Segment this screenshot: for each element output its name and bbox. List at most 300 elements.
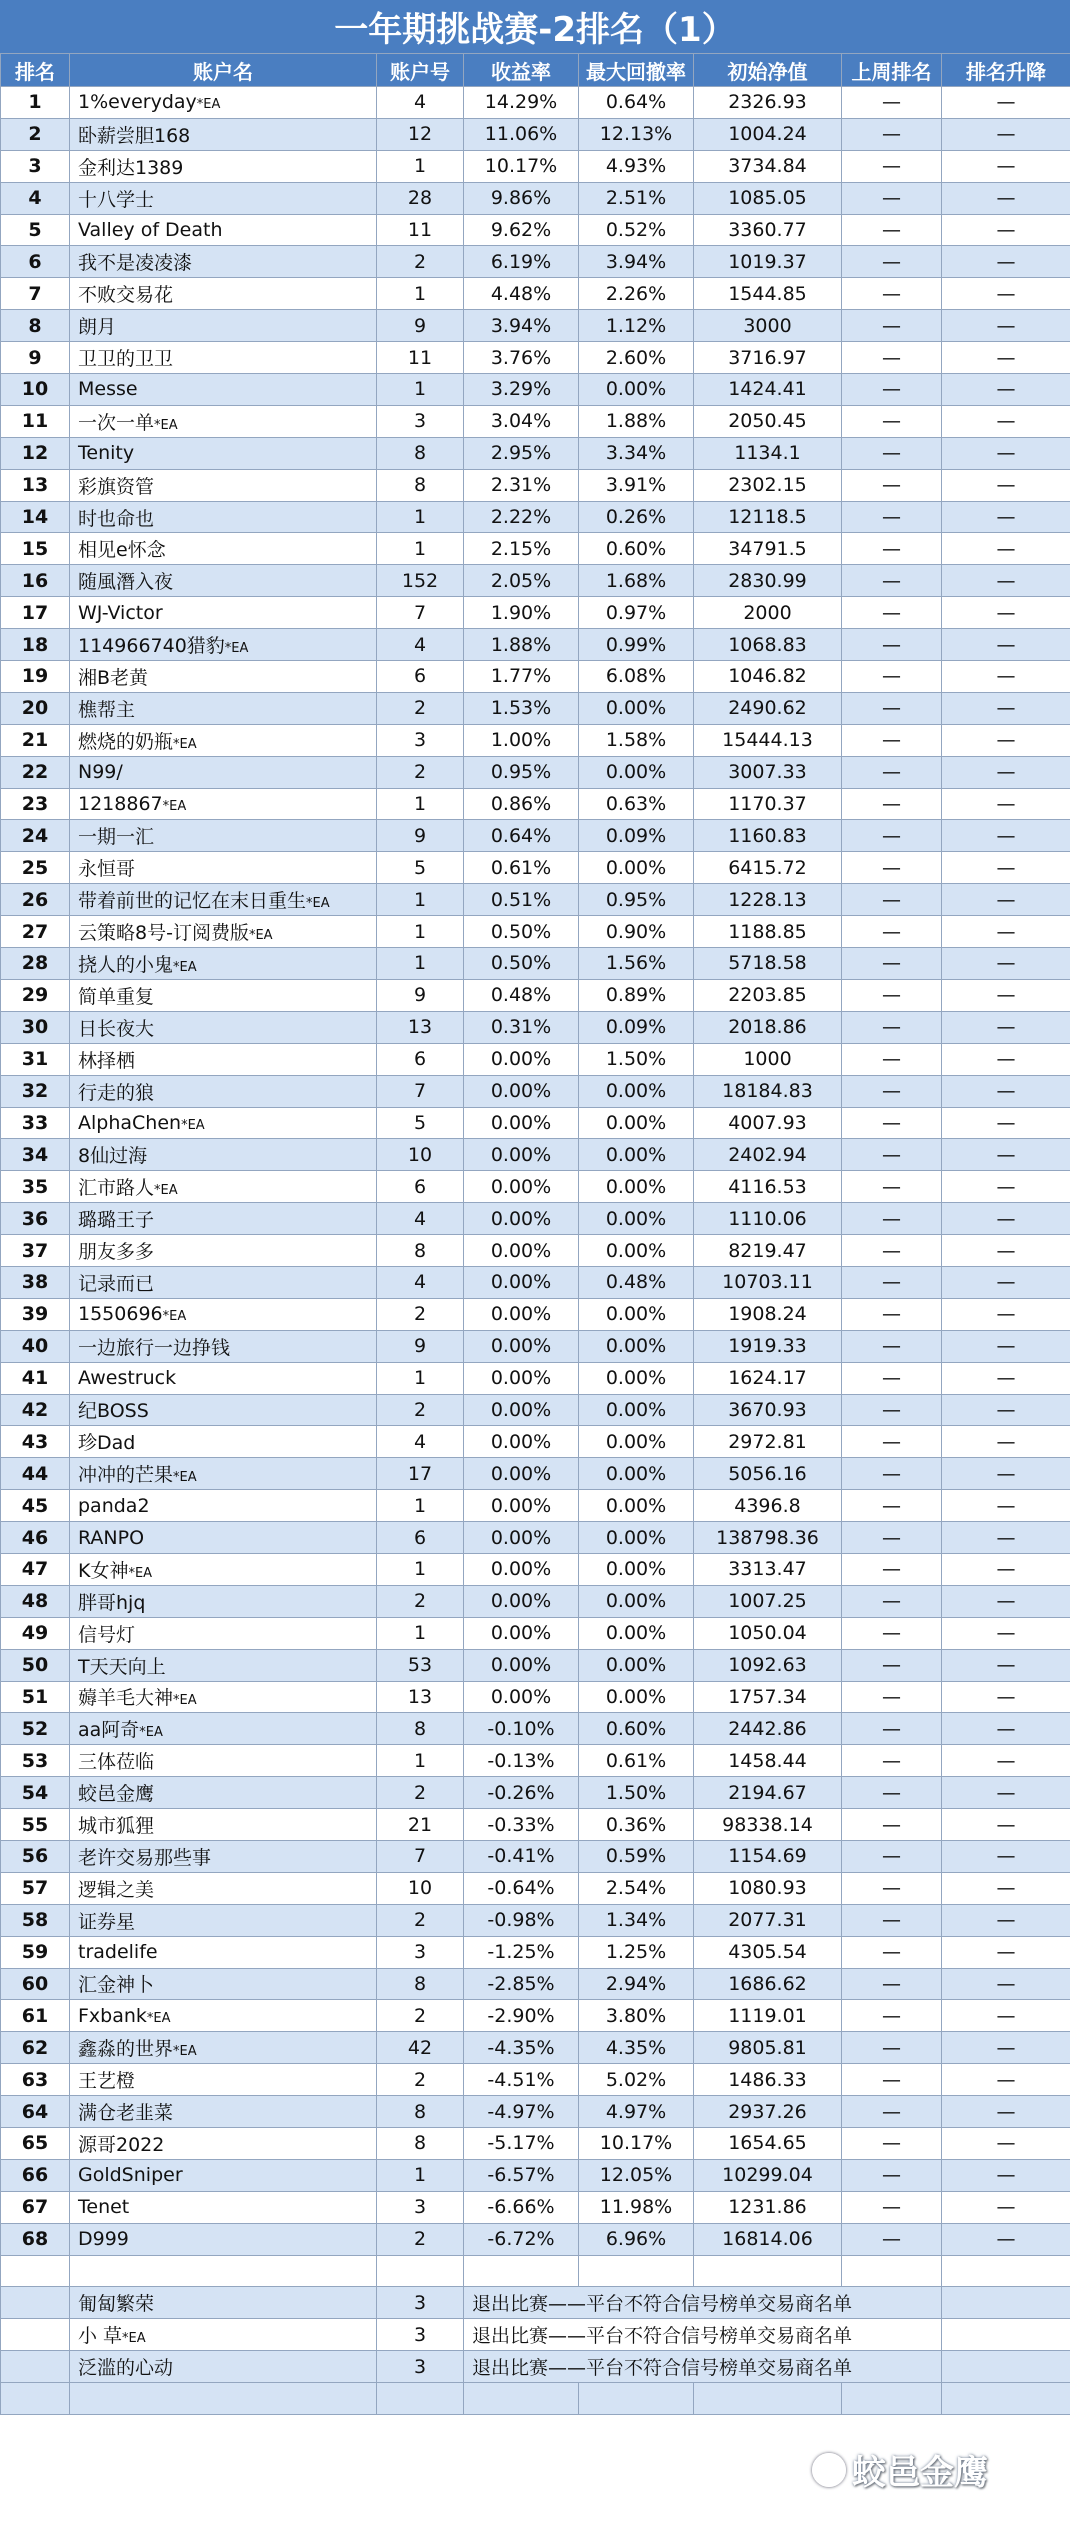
- empty-cell: [70, 2255, 377, 2287]
- empty-cell: [694, 2255, 842, 2287]
- account-number-cell: 1: [377, 1553, 464, 1585]
- table-row: [1, 1936, 1070, 1968]
- account-number-cell: 4: [377, 1426, 464, 1458]
- account-name-cell: [70, 246, 377, 278]
- account-name-cell: [70, 565, 377, 597]
- account-name: 薅羊毛大神: [78, 1687, 174, 1710]
- rank-cell: 55: [1, 1809, 70, 1841]
- header-account-name: 账户名: [70, 54, 377, 87]
- account-name-cell: [70, 1872, 377, 1904]
- rank-change-cell: —: [942, 1011, 1070, 1043]
- initial-nav-cell: 1046.82: [694, 661, 842, 693]
- last-week-rank-cell: —: [842, 1713, 942, 1745]
- return-cell: -0.33%: [464, 1809, 579, 1841]
- initial-nav-cell: 1154.69: [694, 1840, 842, 1872]
- rank-change-cell: —: [942, 1968, 1070, 2000]
- initial-nav-cell: 1050.04: [694, 1617, 842, 1649]
- account-name: 8仙过海: [78, 1145, 148, 1168]
- return-cell: -1.25%: [464, 1936, 579, 1968]
- account-number-cell: 1: [377, 278, 464, 310]
- drawdown-cell: 0.00%: [579, 1362, 694, 1394]
- drawdown-cell: 0.52%: [579, 214, 694, 246]
- rank-change-cell: —: [942, 979, 1070, 1011]
- rank-cell: 64: [1, 2096, 70, 2128]
- ranking-table: [0, 53, 1070, 2415]
- account-name: Tenity: [78, 442, 135, 465]
- return-cell: 1.77%: [464, 661, 579, 693]
- account-number-cell: 1: [377, 1490, 464, 1522]
- return-cell: 4.48%: [464, 278, 579, 310]
- rank-cell: 60: [1, 1968, 70, 2000]
- drawdown-cell: 0.00%: [579, 1617, 694, 1649]
- last-week-rank-cell: —: [842, 820, 942, 852]
- account-number-cell: 3: [377, 1936, 464, 1968]
- account-name: 信号灯: [78, 1623, 136, 1646]
- account-number-cell: 9: [377, 1330, 464, 1362]
- rank-cell: 45: [1, 1490, 70, 1522]
- rank-cell: 68: [1, 2223, 70, 2255]
- account-name-cell: [70, 756, 377, 788]
- last-week-rank-cell: —: [842, 916, 942, 948]
- last-week-rank-cell: —: [842, 661, 942, 693]
- empty-cell: [579, 2255, 694, 2287]
- rank-cell: 21: [1, 724, 70, 756]
- account-number-cell: 4: [377, 629, 464, 661]
- rank-change-cell: —: [942, 1426, 1070, 1458]
- drawdown-cell: 2.26%: [579, 278, 694, 310]
- drawdown-cell: 0.00%: [579, 1649, 694, 1681]
- initial-nav-cell: 3000: [694, 310, 842, 342]
- drawdown-cell: 0.64%: [579, 87, 694, 119]
- account-number-cell: 1: [377, 150, 464, 182]
- rank-change-cell: —: [942, 1617, 1070, 1649]
- weibo-logo-icon: [812, 2453, 846, 2487]
- account-name-cell: [70, 2000, 377, 2032]
- table-row: [1, 2064, 1070, 2096]
- account-number-cell: 4: [377, 87, 464, 119]
- account-name: 不败交易花: [78, 284, 174, 307]
- return-cell: 14.29%: [464, 87, 579, 119]
- initial-nav-cell: 1757.34: [694, 1681, 842, 1713]
- rank-change-cell: —: [942, 2191, 1070, 2223]
- rank-cell: 7: [1, 278, 70, 310]
- table-row: [1, 597, 1070, 629]
- table-row: [1, 1330, 1070, 1362]
- initial-nav-cell: 2203.85: [694, 979, 842, 1011]
- rank-cell: 27: [1, 916, 70, 948]
- table-row: [1, 405, 1070, 437]
- table-row: [1, 565, 1070, 597]
- initial-nav-cell: 4116.53: [694, 1171, 842, 1203]
- account-name-cell: [70, 1266, 377, 1298]
- account-name: 挠人的小鬼: [78, 953, 174, 976]
- return-cell: 0.00%: [464, 1266, 579, 1298]
- initial-nav-cell: 2937.26: [694, 2096, 842, 2128]
- rank-cell: 3: [1, 150, 70, 182]
- account-name-cell: [70, 1235, 377, 1267]
- rank-change-cell: —: [942, 788, 1070, 820]
- table-row: [1, 374, 1070, 406]
- rank-change-cell: —: [942, 1298, 1070, 1330]
- account-name: 时也命也: [78, 507, 155, 530]
- account-name: 樵帮主: [78, 698, 136, 721]
- account-name: 林择栖: [78, 1049, 136, 1072]
- rank-cell: 35: [1, 1171, 70, 1203]
- rank-cell: 50: [1, 1649, 70, 1681]
- account-name-cell: [70, 1681, 377, 1713]
- last-week-rank-cell: —: [842, 788, 942, 820]
- rank-cell: 56: [1, 1840, 70, 1872]
- drawdown-cell: 3.91%: [579, 469, 694, 501]
- initial-nav-cell: 3007.33: [694, 756, 842, 788]
- ea-badge: *EA: [162, 1309, 187, 1325]
- return-cell: 0.00%: [464, 1203, 579, 1235]
- account-number-cell: 8: [377, 2096, 464, 2128]
- last-week-rank-cell: —: [842, 1681, 942, 1713]
- account-name-cell: [70, 661, 377, 693]
- account-name-cell: [70, 310, 377, 342]
- account-number-cell: 1: [377, 948, 464, 980]
- rank-change-cell: —: [942, 692, 1070, 724]
- last-week-rank-cell: —: [842, 469, 942, 501]
- exit-row: [1, 2351, 1070, 2383]
- empty-cell: [579, 2383, 694, 2415]
- account-name: Tenet: [78, 2196, 130, 2219]
- rank-change-cell: —: [942, 1553, 1070, 1585]
- rank-cell: 34: [1, 1139, 70, 1171]
- account-number-cell: 11: [377, 342, 464, 374]
- rank-change-cell: —: [942, 1904, 1070, 1936]
- account-name: WJ-Victor: [78, 601, 163, 624]
- drawdown-cell: 10.17%: [579, 2128, 694, 2160]
- last-week-rank-cell: —: [842, 182, 942, 214]
- rank-change-cell: —: [942, 87, 1070, 119]
- account-number-cell: 53: [377, 1649, 464, 1681]
- account-number-cell: 13: [377, 1011, 464, 1043]
- drawdown-cell: 0.00%: [579, 1522, 694, 1554]
- account-name-cell: [70, 1840, 377, 1872]
- rank-cell: 57: [1, 1872, 70, 1904]
- table-row: [1, 87, 1070, 119]
- last-week-rank-cell: —: [842, 2159, 942, 2191]
- account-name-cell: [70, 1458, 377, 1490]
- drawdown-cell: 12.13%: [579, 118, 694, 150]
- rank-cell: 32: [1, 1075, 70, 1107]
- return-cell: -0.10%: [464, 1713, 579, 1745]
- empty-cell: [942, 2287, 1070, 2319]
- rank-cell: 14: [1, 501, 70, 533]
- account-name: GoldSniper: [78, 2164, 183, 2187]
- rank-change-cell: —: [942, 948, 1070, 980]
- table-row: [1, 724, 1070, 756]
- account-number-cell: 9: [377, 310, 464, 342]
- rank-change-cell: —: [942, 1330, 1070, 1362]
- initial-nav-cell: 8219.47: [694, 1235, 842, 1267]
- initial-nav-cell: 3734.84: [694, 150, 842, 182]
- table-row: [1, 916, 1070, 948]
- account-name: 蛟邑金鹰: [78, 1783, 155, 1806]
- drawdown-cell: 0.00%: [579, 1107, 694, 1139]
- account-number-cell: 5: [377, 1107, 464, 1139]
- rank-cell: 44: [1, 1458, 70, 1490]
- account-name: 珍Dad: [78, 1432, 136, 1455]
- header-rank-change: 排名升降: [942, 54, 1070, 87]
- account-number-cell: 11: [377, 214, 464, 246]
- account-number-cell: 2: [377, 756, 464, 788]
- initial-nav-cell: 1458.44: [694, 1745, 842, 1777]
- table-row: [1, 1553, 1070, 1585]
- account-name-cell: [70, 437, 377, 469]
- table-row: [1, 2096, 1070, 2128]
- drawdown-cell: 1.50%: [579, 1777, 694, 1809]
- return-cell: 3.04%: [464, 405, 579, 437]
- rank-change-cell: —: [942, 1107, 1070, 1139]
- account-number-cell: 2: [377, 2064, 464, 2096]
- return-cell: 1.00%: [464, 724, 579, 756]
- drawdown-cell: 0.00%: [579, 1426, 694, 1458]
- account-number-cell: 2: [377, 1585, 464, 1617]
- initial-nav-cell: 12118.5: [694, 501, 842, 533]
- account-name-cell: [70, 469, 377, 501]
- account-name-cell: [70, 2064, 377, 2096]
- account-name: 王艺橙: [78, 2070, 136, 2093]
- table-row: [1, 1522, 1070, 1554]
- last-week-rank-cell: —: [842, 1585, 942, 1617]
- return-cell: 0.00%: [464, 1139, 579, 1171]
- drawdown-cell: 0.26%: [579, 501, 694, 533]
- rank-cell: 63: [1, 2064, 70, 2096]
- initial-nav-cell: 1919.33: [694, 1330, 842, 1362]
- initial-nav-cell: 4007.93: [694, 1107, 842, 1139]
- last-week-rank-cell: —: [842, 1171, 942, 1203]
- account-name: 证券星: [78, 1910, 136, 1933]
- return-cell: 0.64%: [464, 820, 579, 852]
- rank-cell: 5: [1, 214, 70, 246]
- drawdown-cell: 0.61%: [579, 1745, 694, 1777]
- rank-cell: 39: [1, 1298, 70, 1330]
- initial-nav-cell: 2326.93: [694, 87, 842, 119]
- rank-cell: 65: [1, 2128, 70, 2160]
- header-account-number: 账户号: [377, 54, 464, 87]
- empty-cell: [70, 2383, 377, 2415]
- rank-cell: 6: [1, 246, 70, 278]
- rank-change-cell: —: [942, 724, 1070, 756]
- rank-change-cell: —: [942, 469, 1070, 501]
- initial-nav-cell: 1654.65: [694, 2128, 842, 2160]
- rank-change-cell: —: [942, 278, 1070, 310]
- initial-nav-cell: 1092.63: [694, 1649, 842, 1681]
- exit-note: 退出比赛——平台不符合信号榜单交易商名单: [464, 2287, 942, 2319]
- ea-badge: *EA: [162, 799, 187, 815]
- drawdown-cell: 0.00%: [579, 1681, 694, 1713]
- account-name: 朋友多多: [78, 1241, 155, 1263]
- account-name: 金利达1389: [78, 156, 184, 179]
- drawdown-cell: 4.93%: [579, 150, 694, 182]
- table-row: [1, 1809, 1070, 1841]
- account-name: 璐璐王子: [78, 1209, 155, 1232]
- initial-nav-cell: 1019.37: [694, 246, 842, 278]
- drawdown-cell: 0.36%: [579, 1809, 694, 1841]
- rank-cell: 20: [1, 692, 70, 724]
- account-number-cell: 7: [377, 1075, 464, 1107]
- rank-change-cell: —: [942, 310, 1070, 342]
- initial-nav-cell: 2402.94: [694, 1139, 842, 1171]
- return-cell: 3.76%: [464, 342, 579, 374]
- return-cell: -4.51%: [464, 2064, 579, 2096]
- initial-nav-cell: 1110.06: [694, 1203, 842, 1235]
- account-name: 胖哥hjq: [78, 1591, 146, 1614]
- return-cell: -0.41%: [464, 1840, 579, 1872]
- account-number-cell: 13: [377, 1681, 464, 1713]
- return-cell: 10.17%: [464, 150, 579, 182]
- account-name-cell: [70, 2223, 377, 2255]
- initial-nav-cell: 98338.14: [694, 1809, 842, 1841]
- initial-nav-cell: 16814.06: [694, 2223, 842, 2255]
- account-number-cell: 8: [377, 469, 464, 501]
- drawdown-cell: 0.00%: [579, 1298, 694, 1330]
- rank-cell: 15: [1, 533, 70, 565]
- rank-change-cell: —: [942, 2096, 1070, 2128]
- empty-cell: [377, 2383, 464, 2415]
- last-week-rank-cell: —: [842, 724, 942, 756]
- account-name-cell: [70, 374, 377, 406]
- table-row: [1, 948, 1070, 980]
- table-row: [1, 1043, 1070, 1075]
- table-row: [1, 884, 1070, 916]
- drawdown-cell: 0.00%: [579, 1075, 694, 1107]
- rank-change-cell: —: [942, 756, 1070, 788]
- return-cell: 0.00%: [464, 1553, 579, 1585]
- initial-nav-cell: 1908.24: [694, 1298, 842, 1330]
- empty-cell: [842, 2383, 942, 2415]
- last-week-rank-cell: —: [842, 1203, 942, 1235]
- empty-cell: [1, 2255, 70, 2287]
- ea-badge: *EA: [173, 736, 197, 752]
- rank-cell: 9: [1, 342, 70, 374]
- account-name-cell: [70, 692, 377, 724]
- account-number-cell: 6: [377, 1171, 464, 1203]
- last-week-rank-cell: —: [842, 1553, 942, 1585]
- drawdown-cell: 0.63%: [579, 788, 694, 820]
- account-number-cell: 28: [377, 182, 464, 214]
- drawdown-cell: 0.00%: [579, 756, 694, 788]
- last-week-rank-cell: —: [842, 501, 942, 533]
- account-number-cell: 12: [377, 118, 464, 150]
- account-name: 源哥2022: [78, 2133, 165, 2156]
- initial-nav-cell: 3716.97: [694, 342, 842, 374]
- account-name-cell: [70, 87, 377, 119]
- account-name: 纪BOSS: [78, 1400, 149, 1423]
- account-name: 湘B老黄: [78, 666, 149, 689]
- account-name-cell: [70, 405, 377, 437]
- account-name-cell: [70, 501, 377, 533]
- initial-nav-cell: 4305.54: [694, 1936, 842, 1968]
- drawdown-cell: 4.97%: [579, 2096, 694, 2128]
- ea-badge: *EA: [154, 1183, 178, 1199]
- spacer-row: [1, 2255, 1070, 2287]
- account-name: 满仓老韭菜: [78, 2102, 174, 2125]
- table-row: [1, 469, 1070, 501]
- rank-cell: 26: [1, 884, 70, 916]
- last-week-rank-cell: —: [842, 437, 942, 469]
- drawdown-cell: 1.34%: [579, 1904, 694, 1936]
- rank-cell: 10: [1, 374, 70, 406]
- last-week-rank-cell: —: [842, 565, 942, 597]
- rank-change-cell: —: [942, 501, 1070, 533]
- account-name: aa阿奇: [78, 1719, 140, 1742]
- table-row: [1, 246, 1070, 278]
- account-number-cell: 10: [377, 1139, 464, 1171]
- account-number-cell: 2: [377, 2000, 464, 2032]
- account-name-cell: [70, 1777, 377, 1809]
- return-cell: 0.00%: [464, 1394, 579, 1426]
- return-cell: 0.00%: [464, 1649, 579, 1681]
- table-row: [1, 1585, 1070, 1617]
- initial-nav-cell: 2830.99: [694, 565, 842, 597]
- drawdown-cell: 1.50%: [579, 1043, 694, 1075]
- return-cell: 0.95%: [464, 756, 579, 788]
- account-name: RANPO: [78, 1526, 145, 1549]
- return-cell: 2.22%: [464, 501, 579, 533]
- drawdown-cell: 0.00%: [579, 692, 694, 724]
- exit-row: [1, 2319, 1070, 2351]
- rank-cell: 13: [1, 469, 70, 501]
- last-week-rank-cell: —: [842, 1043, 942, 1075]
- return-cell: 0.00%: [464, 1075, 579, 1107]
- return-cell: 0.00%: [464, 1298, 579, 1330]
- drawdown-cell: 1.88%: [579, 405, 694, 437]
- last-week-rank-cell: —: [842, 1777, 942, 1809]
- drawdown-cell: 0.59%: [579, 1840, 694, 1872]
- return-cell: 3.94%: [464, 310, 579, 342]
- initial-nav-cell: 2972.81: [694, 1426, 842, 1458]
- drawdown-cell: 0.00%: [579, 1330, 694, 1362]
- account-name: 记录而已: [78, 1272, 155, 1295]
- table-row: [1, 629, 1070, 661]
- spacer-row: [1, 2383, 1070, 2415]
- rank-change-cell: —: [942, 565, 1070, 597]
- ea-badge: *EA: [128, 1565, 153, 1581]
- last-week-rank-cell: —: [842, 1330, 942, 1362]
- exit-note: 退出比赛——平台不符合信号榜单交易商名单: [464, 2319, 942, 2351]
- table-row: [1, 2223, 1070, 2255]
- last-week-rank-cell: —: [842, 1107, 942, 1139]
- account-number-cell: 3: [377, 724, 464, 756]
- account-name: 朗月: [78, 316, 117, 339]
- empty-cell: [377, 2255, 464, 2287]
- table-row: [1, 1840, 1070, 1872]
- ea-badge: *EA: [196, 97, 221, 113]
- last-week-rank-cell: —: [842, 374, 942, 406]
- account-number-cell: 2: [377, 1904, 464, 1936]
- drawdown-cell: 0.00%: [579, 1139, 694, 1171]
- drawdown-cell: 6.08%: [579, 661, 694, 693]
- initial-nav-cell: 1119.01: [694, 2000, 842, 2032]
- last-week-rank-cell: —: [842, 1968, 942, 2000]
- last-week-rank-cell: —: [842, 2000, 942, 2032]
- drawdown-cell: 5.02%: [579, 2064, 694, 2096]
- rank-change-cell: —: [942, 1872, 1070, 1904]
- initial-nav-cell: 2050.45: [694, 405, 842, 437]
- account-name-cell: [70, 1745, 377, 1777]
- rank-cell: 52: [1, 1713, 70, 1745]
- initial-nav-cell: 3313.47: [694, 1553, 842, 1585]
- account-name: 汇市路人: [78, 1177, 155, 1200]
- table-row: [1, 1011, 1070, 1043]
- account-number-cell: 2: [377, 1298, 464, 1330]
- rank-cell: 33: [1, 1107, 70, 1139]
- drawdown-cell: 0.00%: [579, 852, 694, 884]
